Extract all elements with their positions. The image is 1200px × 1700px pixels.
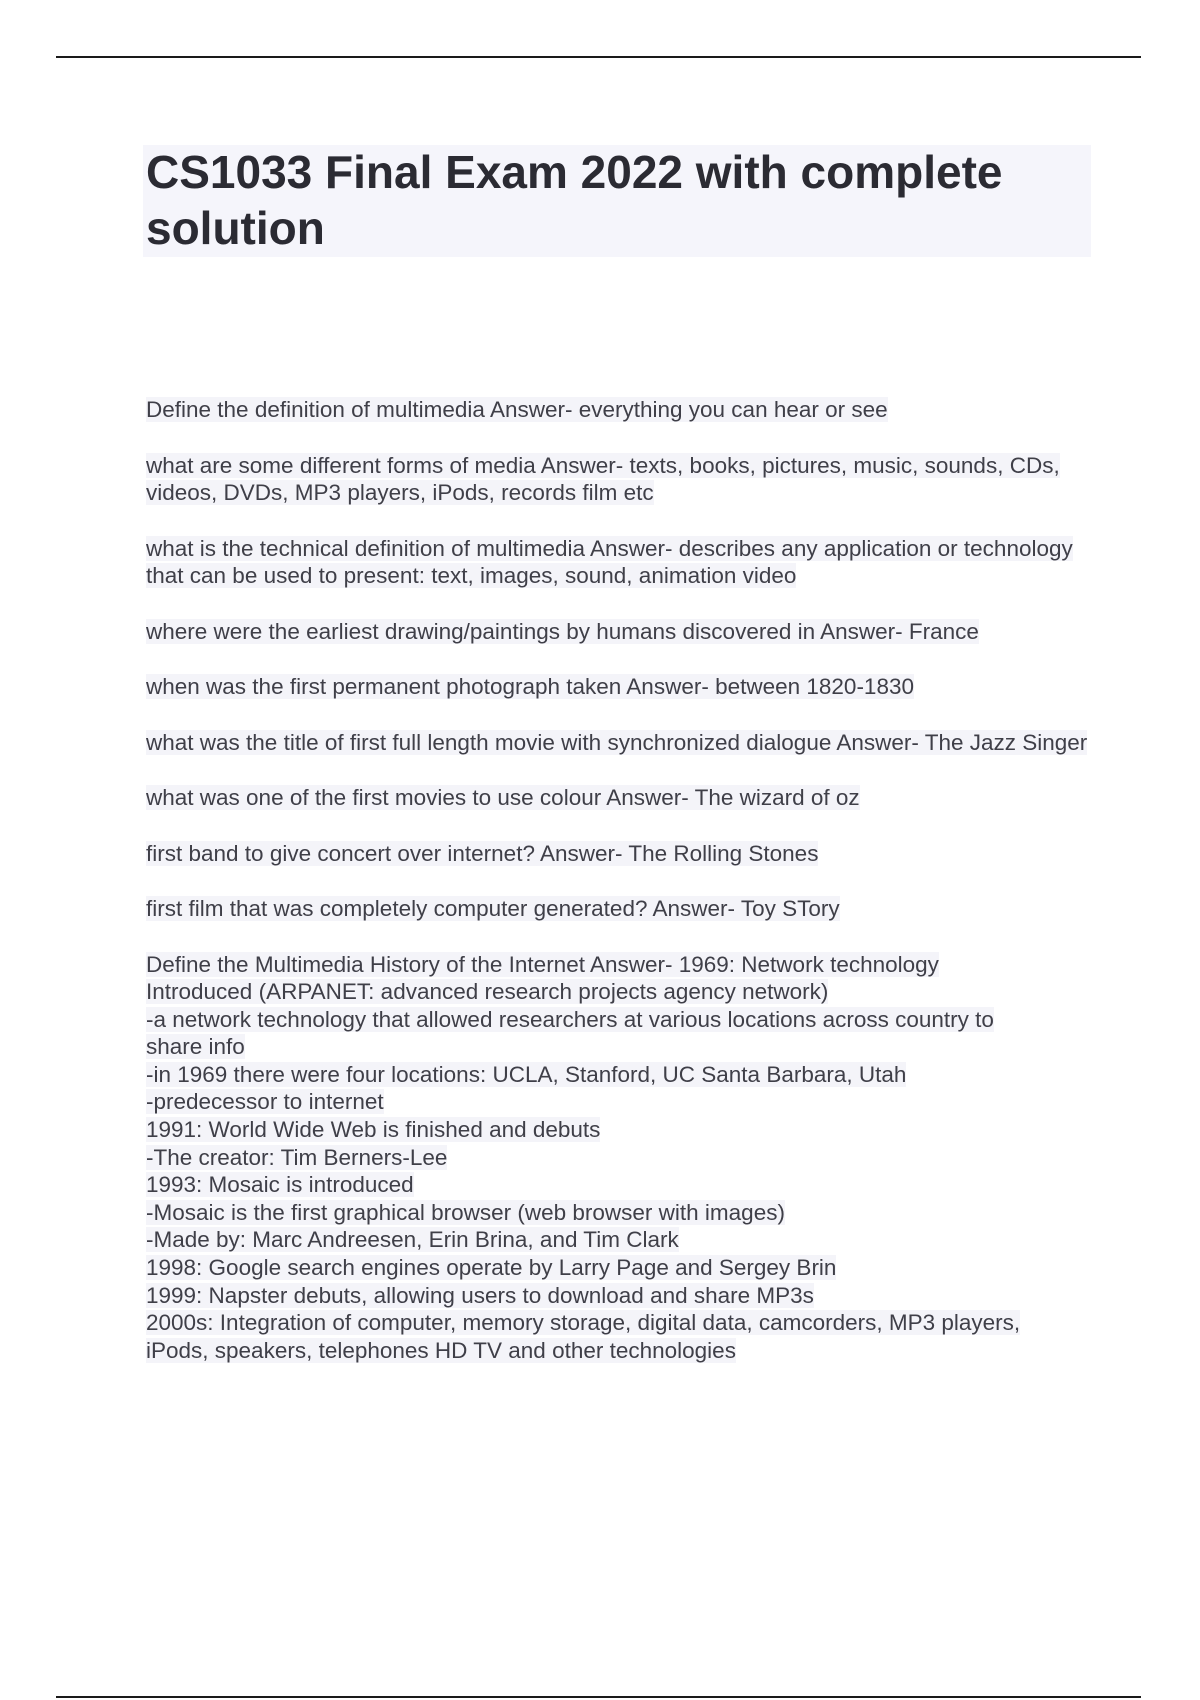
bottom-divider <box>56 1696 1141 1698</box>
history-line: iPods, speakers, telephones HD TV and other technologies <box>146 1337 736 1363</box>
history-line: -Made by: Marc Andreesen, Erin Brina, and Tim Clark <box>146 1227 679 1253</box>
history-line: Introduced (ARPANET: advanced research projects agency network) <box>146 979 829 1005</box>
qa-item: when was the first permanent photograph taken Answer- between 1820-1830 <box>146 674 914 699</box>
history-block <box>146 951 1101 1365</box>
qa-item: what are some different forms of media Answer- texts, books, pictures, music, sounds, CDs, videos, DVDs, MP3 players, iPods, records film etc <box>146 452 1060 505</box>
history-line: -Mosaic is the first graphical browser (web browser with images) <box>146 1199 785 1225</box>
qa-item: what is the technical definition of multimedia Answer- describes any application or technology that can be used to present: text, images, sound, animation video <box>146 535 1073 588</box>
history-line: Define the Multimedia History of the Internet Answer- 1969: Network technology <box>146 951 939 977</box>
qa-item: first band to give concert over internet? Answer- The Rolling Stones <box>146 840 819 866</box>
history-line: -predecessor to internet <box>146 1089 384 1115</box>
history-line: -in 1969 there were four locations: UCLA, Stanford, UC Santa Barbara, Utah <box>146 1061 907 1087</box>
history-line: -a network technology that allowed researchers at various locations across country to <box>146 1006 994 1032</box>
qa-item: Define the definition of multimedia Answer- everything you can hear or see <box>146 397 888 422</box>
history-line: share info <box>146 1034 245 1060</box>
history-line: 2000s: Integration of computer, memory storage, digital data, camcorders, MP3 players, <box>146 1310 1021 1336</box>
history-line: 1999: Napster debuts, allowing users to download and share MP3s <box>146 1282 814 1308</box>
qa-item: what was one of the first movies to use colour Answer- The wizard of oz <box>146 785 860 810</box>
history-line: 1993: Mosaic is introduced <box>146 1172 414 1198</box>
qa-list <box>146 396 1101 1364</box>
history-line: 1991: World Wide Web is finished and debuts <box>146 1117 601 1143</box>
page-title: CS1033 Final Exam 2022 with complete solution <box>146 146 1003 254</box>
qa-item: what was the title of first full length movie with synchronized dialogue Answer- The Jazz Singer <box>146 729 1088 755</box>
history-line: 1998: Google search engines operate by Larry Page and Sergey Brin <box>146 1255 837 1281</box>
qa-item: where were the earliest drawing/paintings by humans discovered in Answer- France <box>146 618 979 644</box>
top-divider <box>56 56 1141 58</box>
history-line: -The creator: Tim Berners-Lee <box>146 1144 448 1170</box>
qa-item: first film that was completely computer generated? Answer- Toy STory <box>146 896 840 921</box>
